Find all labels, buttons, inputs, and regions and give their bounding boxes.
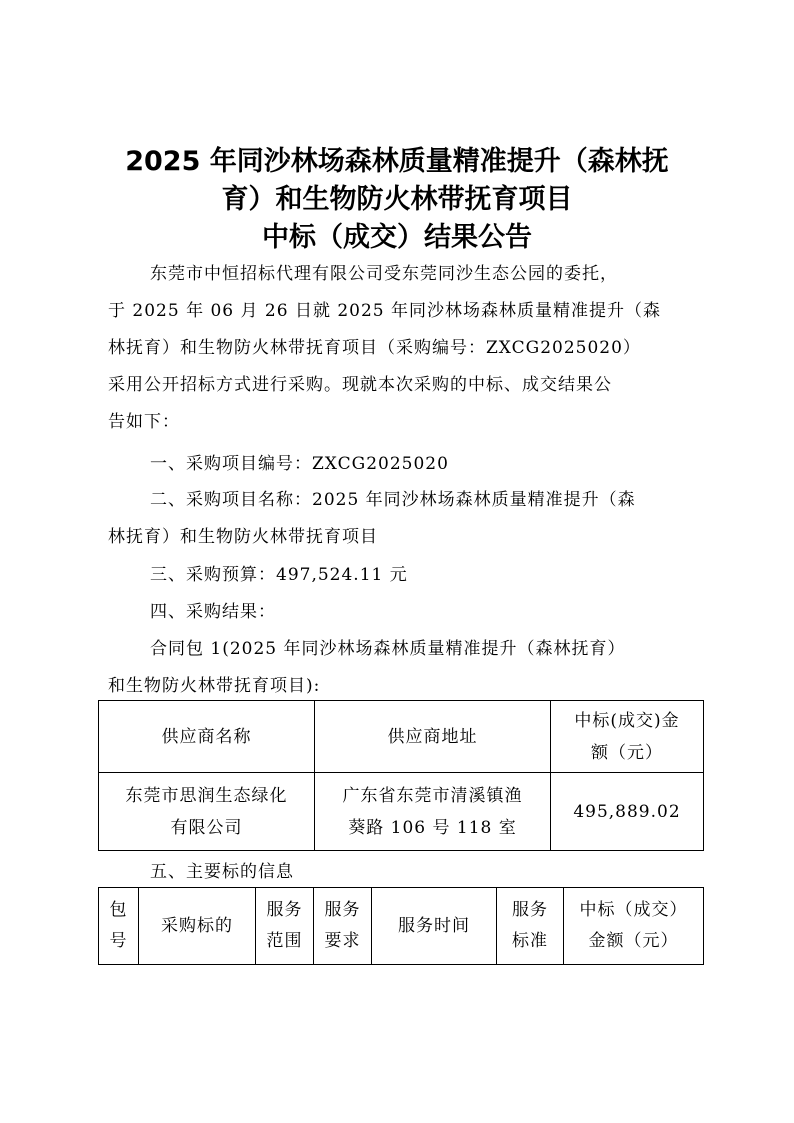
header-package-number: 包 号: [99, 888, 139, 965]
package-description: 合同包 1(2025 年同沙林场森林质量精准提升（森林抚育） 和生物防火林带抚育项目):: [108, 639, 626, 696]
cell-supplier-address: 广东省东莞市清溪镇渔 葵路 106 号 118 室: [315, 773, 551, 851]
item-budget: 三、采购预算：497,524.11 元: [150, 565, 408, 585]
cell-amount: 495,889.02: [551, 773, 704, 851]
subject-table: [98, 887, 704, 965]
intro-line: 东莞市中恒招标代理有限公司受东莞同沙生态公园的委托，: [150, 264, 618, 284]
table-header-row: [99, 701, 704, 773]
intro-paragraph: [108, 256, 696, 441]
title-line-3: 中标（成交）结果公告: [262, 222, 532, 253]
title-line-1: 2025 年同沙林场森林质量精准提升（森林抚: [125, 146, 669, 177]
header-subject: 采购标的: [139, 888, 256, 965]
header-service-standard: 服务 标准: [497, 888, 564, 965]
header-amount: 中标(成交)金 额（元）: [551, 701, 704, 773]
intro-line: 于 2025 年 06 月 26 日就 2025 年同沙林场森林质量精准提升（森: [108, 301, 662, 321]
intro-line: 采用公开招标方式进行采购。现就本次采购的中标、成交结果公: [108, 375, 612, 395]
item-main-subject-heading: 五、主要标的信息: [150, 862, 294, 882]
title-line-2: 育）和生物防火林带抚育项目: [221, 184, 573, 215]
header-service-requirement: 服务 要求: [314, 888, 372, 965]
intro-line: 林抚育）和生物防火林带抚育项目（采购编号：ZXCG2025020）: [108, 338, 641, 358]
item-project-number: 一、采购项目编号：ZXCG2025020: [150, 454, 449, 474]
cell-supplier-name: 东莞市思润生态绿化 有限公司: [99, 773, 315, 851]
header-service-scope: 服务 范围: [256, 888, 314, 965]
supplier-table: [98, 700, 704, 851]
table-header-row: [99, 888, 704, 965]
header-amount: 中标（成交） 金额（元）: [564, 888, 704, 965]
table-row: [99, 773, 704, 851]
intro-line: 告如下：: [108, 412, 180, 432]
header-supplier-name: 供应商名称: [99, 701, 315, 773]
item-project-name: 二、采购项目名称：2025 年同沙林场森林质量精准提升（森 林抚育）和生物防火林带抚育项目: [108, 490, 636, 547]
item-result-heading: 四、采购结果：: [150, 602, 276, 622]
header-supplier-address: 供应商地址: [315, 701, 551, 773]
header-service-time: 服务时间: [372, 888, 497, 965]
